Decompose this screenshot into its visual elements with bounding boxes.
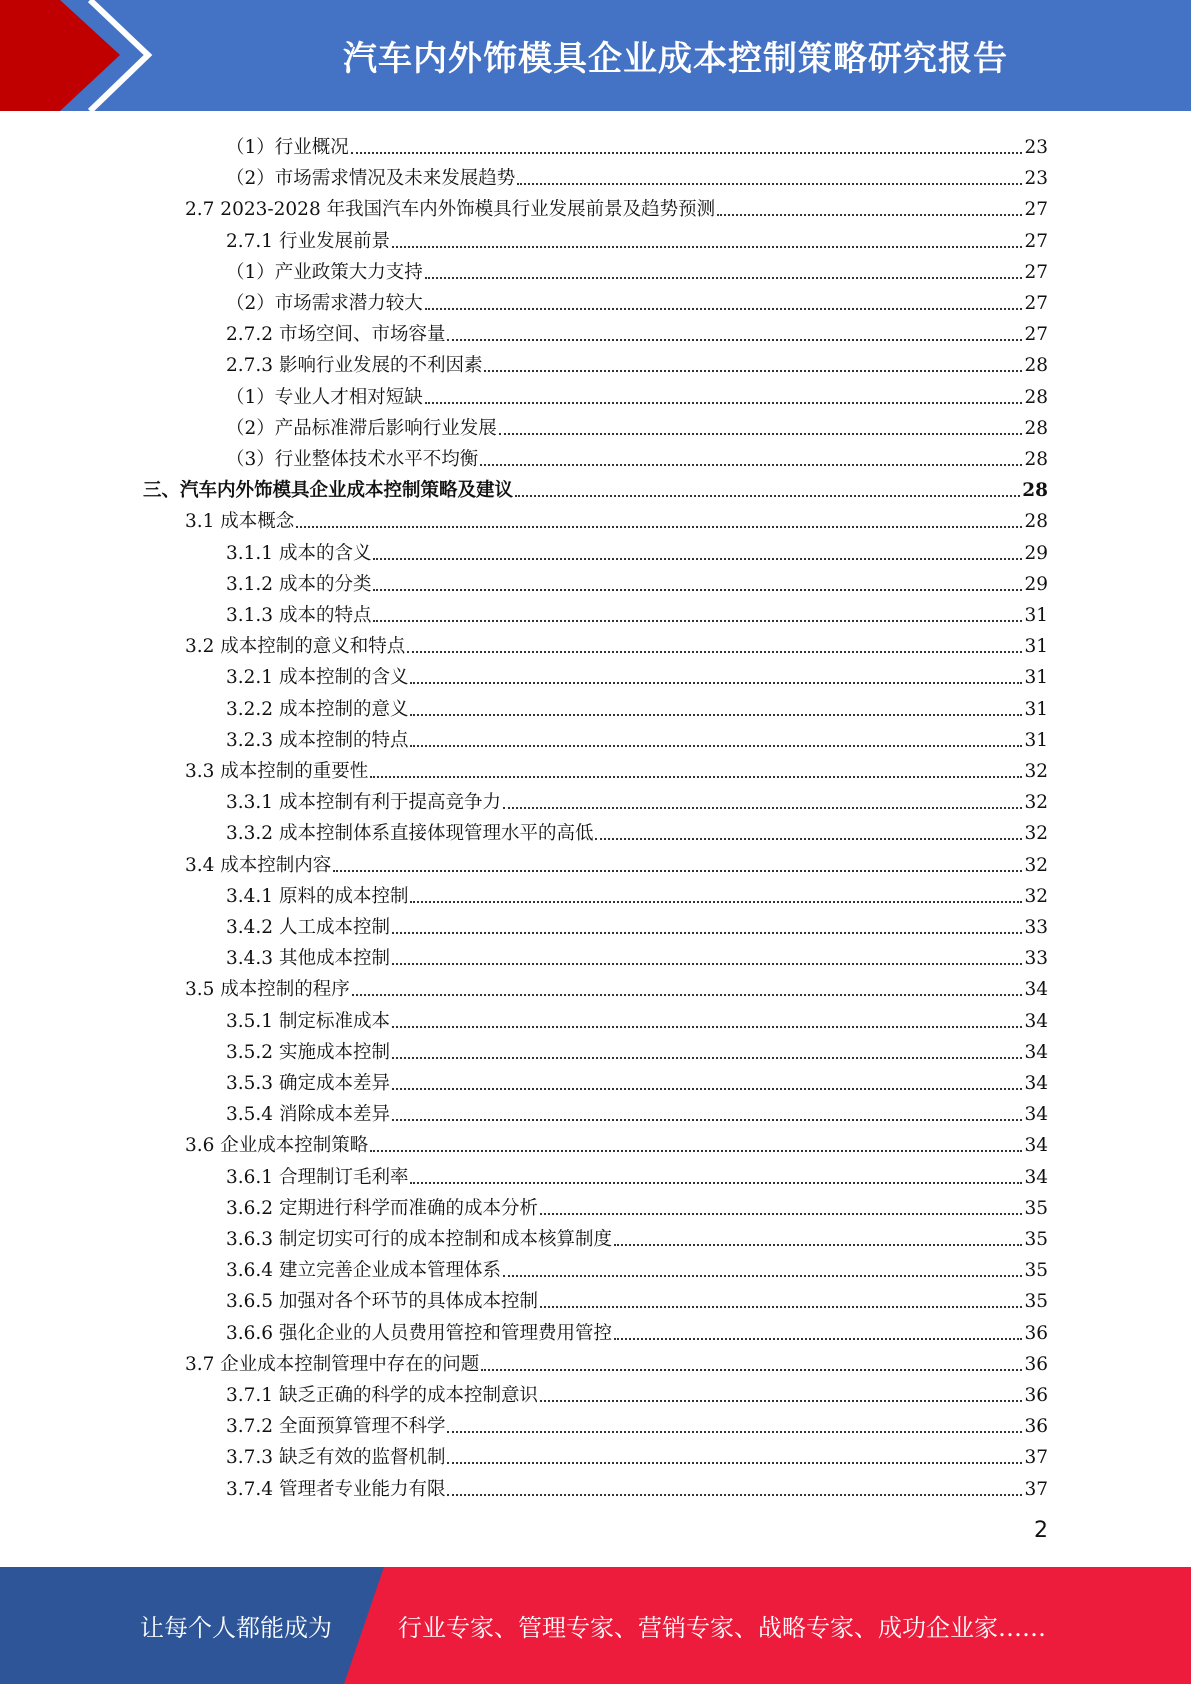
- page-footer: [0, 1567, 1191, 1684]
- toc-dot-leader: [333, 870, 1022, 872]
- toc-entry[interactable]: [226, 440, 1048, 471]
- toc-dot-leader: [392, 1026, 1022, 1028]
- page-number: 2: [1034, 1518, 1048, 1543]
- toc-dot-leader: [517, 183, 1022, 185]
- toc-dot-leader: [373, 558, 1022, 560]
- toc-entry[interactable]: [226, 1033, 1048, 1064]
- toc-entry[interactable]: [226, 222, 1048, 253]
- toc-entry-page: 34: [1024, 1166, 1048, 1188]
- toc-entry-label: 3.7.1 缺乏正确的科学的成本控制意识: [226, 1385, 538, 1406]
- toc-entry-page: 34: [1024, 1104, 1048, 1126]
- toc-dot-leader: [410, 745, 1022, 747]
- toc-entry[interactable]: [226, 877, 1048, 908]
- toc-entry[interactable]: [226, 128, 1048, 159]
- toc-entry[interactable]: [226, 1095, 1048, 1126]
- toc-entry[interactable]: [185, 502, 1048, 533]
- toc-entry[interactable]: [185, 752, 1048, 783]
- toc-entry-page: 28: [1024, 355, 1048, 377]
- toc-entry-page: 28: [1024, 449, 1048, 470]
- toc-entry-page: 23: [1024, 137, 1048, 158]
- toc-entry-label: 3.4 成本控制内容: [185, 854, 332, 876]
- toc-dot-leader: [410, 901, 1022, 903]
- toc-entry[interactable]: [185, 1126, 1048, 1157]
- toc-entry-page: 23: [1024, 168, 1048, 190]
- toc-entry-page: 31: [1024, 698, 1048, 720]
- toc-dot-leader: [540, 1306, 1022, 1308]
- toc-entry[interactable]: [226, 1470, 1048, 1501]
- toc-entry[interactable]: [226, 596, 1048, 627]
- toc-entry-page: 35: [1024, 1229, 1048, 1250]
- toc-entry[interactable]: [226, 1314, 1048, 1345]
- toc-entry-page: 29: [1024, 573, 1048, 595]
- toc-dot-leader: [447, 1431, 1022, 1433]
- toc-entry-label: 3.1.2 成本的分类: [226, 573, 372, 595]
- toc-entry[interactable]: [226, 346, 1048, 377]
- toc-entry-label: 3.6.1 合理制订毛利率: [226, 1166, 409, 1188]
- toc-dot-leader: [425, 402, 1023, 404]
- toc-entry-label: 2.7.3 影响行业发展的不利因素: [226, 355, 483, 377]
- toc-dot-leader: [352, 994, 1023, 996]
- toc-dot-leader: [717, 214, 1022, 216]
- toc-entry-label: 3.2.2 成本控制的意义: [226, 698, 409, 720]
- toc-entry-label: 3.1.3 成本的特点: [226, 605, 372, 626]
- toc-dot-leader: [540, 1213, 1022, 1215]
- toc-entry-page: 32: [1024, 792, 1048, 814]
- toc-entry-page: 36: [1024, 1322, 1048, 1344]
- toc-entry-label: 3.7.4 管理者专业能力有限: [226, 1478, 446, 1500]
- toc-entry-label: 3.4.1 原料的成本控制: [226, 885, 409, 907]
- toc-entry[interactable]: [226, 378, 1048, 409]
- toc-dot-leader: [373, 620, 1022, 622]
- toc-entry[interactable]: [226, 159, 1048, 190]
- toc-entry-page: 28: [1024, 417, 1048, 439]
- toc-entry[interactable]: [226, 1251, 1048, 1282]
- toc-entry-label: 3.2 成本控制的意义和特点: [185, 636, 406, 658]
- toc-entry[interactable]: [226, 908, 1048, 939]
- toc-entry-label: 3.3 成本控制的重要性: [185, 761, 369, 782]
- toc-entry-page: 34: [1024, 1073, 1048, 1094]
- toc-dot-leader: [425, 308, 1023, 310]
- toc-entry-page: 28: [1024, 511, 1048, 533]
- toc-entry-page: 31: [1024, 729, 1048, 751]
- toc-dot-leader: [503, 807, 1022, 809]
- toc-entry-page: 34: [1024, 1041, 1048, 1063]
- toc-dot-leader: [392, 1057, 1022, 1059]
- toc-entry-page: 31: [1024, 605, 1048, 626]
- toc-entry-label: （1）专业人才相对短缺: [226, 386, 423, 408]
- toc-dot-leader: [425, 277, 1023, 279]
- toc-entry-label: 3.4.2 人工成本控制: [226, 917, 390, 938]
- toc-entry-label: 3.5.2 实施成本控制: [226, 1041, 390, 1063]
- toc-entry-label: 3.2.3 成本控制的特点: [226, 729, 409, 751]
- toc-dot-leader: [392, 1119, 1022, 1121]
- toc-entry-label: 3.1.1 成本的含义: [226, 542, 372, 564]
- toc-dot-leader: [296, 526, 1022, 528]
- toc-entry-label: 三、汽车内外饰模具企业成本控制策略及建议: [143, 480, 514, 502]
- toc-dot-leader: [392, 246, 1022, 248]
- toc-entry-label: 3.2.1 成本控制的含义: [226, 667, 409, 689]
- toc-dot-leader: [515, 495, 1020, 497]
- toc-entry-page: 29: [1024, 542, 1048, 564]
- toc-entry-page: 28: [1024, 386, 1048, 408]
- toc-dot-leader: [614, 1244, 1022, 1246]
- toc-entry[interactable]: [226, 1002, 1048, 1033]
- toc-entry[interactable]: [226, 253, 1048, 284]
- toc-entry-label: 3.7.2 全面预算管理不科学: [226, 1416, 446, 1438]
- toc-entry[interactable]: [226, 814, 1048, 845]
- toc-dot-leader: [370, 776, 1022, 778]
- page-header: [0, 0, 1191, 111]
- toc-entry[interactable]: [226, 690, 1048, 721]
- toc-entry-page: 32: [1024, 885, 1048, 907]
- toc-entry-page: 27: [1024, 230, 1048, 252]
- toc-entry-page: 36: [1024, 1416, 1048, 1438]
- toc-dot-leader: [392, 932, 1022, 934]
- toc-entry-label: （3）行业整体技术水平不均衡: [226, 449, 479, 470]
- toc-entry-page: 27: [1024, 293, 1048, 314]
- toc-entry[interactable]: [226, 721, 1048, 752]
- toc-entry-label: （1）行业概况: [226, 137, 349, 158]
- toc-entry[interactable]: [226, 284, 1048, 315]
- toc-entry[interactable]: [226, 1158, 1048, 1189]
- toc-entry-page: 31: [1024, 636, 1048, 658]
- toc-entry-label: 3.6.5 加强对各个环节的具体成本控制: [226, 1291, 538, 1313]
- toc-entry-page: 28: [1022, 480, 1048, 502]
- toc-dot-leader: [410, 682, 1022, 684]
- toc-entry-label: 3.7 企业成本控制管理中存在的问题: [185, 1353, 480, 1375]
- toc-entry[interactable]: [226, 1376, 1048, 1407]
- toc-dot-leader: [447, 1494, 1022, 1496]
- toc-dot-leader: [447, 1462, 1022, 1464]
- toc-entry[interactable]: [226, 409, 1048, 440]
- toc-entry-label: 3.6.2 定期进行科学而准确的成本分析: [226, 1197, 538, 1219]
- toc-entry-page: 32: [1024, 761, 1048, 782]
- toc-entry-label: 3.4.3 其他成本控制: [226, 948, 390, 970]
- toc-entry[interactable]: [226, 1189, 1048, 1220]
- toc-entry-label: 3.3.2 成本控制体系直接体现管理水平的高低: [226, 823, 594, 845]
- toc-entry[interactable]: [226, 783, 1048, 814]
- toc-entry-page: 35: [1024, 1260, 1048, 1282]
- toc-entry-page: 27: [1024, 261, 1048, 283]
- toc-entry-page: 35: [1024, 1197, 1048, 1219]
- toc-entry-page: 32: [1024, 823, 1048, 845]
- toc-dot-leader: [410, 1182, 1022, 1184]
- toc-entry-label: 3.3.1 成本控制有利于提高竞争力: [226, 792, 501, 814]
- toc-entry-page: 32: [1024, 854, 1048, 876]
- report-title: 汽车内外饰模具企业成本控制策略研究报告: [343, 39, 1008, 79]
- toc-dot-leader: [410, 714, 1022, 716]
- toc-dot-leader: [484, 370, 1022, 372]
- toc-entry[interactable]: [185, 970, 1048, 1001]
- toc-entry[interactable]: [226, 658, 1048, 689]
- toc-entry-page: 36: [1024, 1353, 1048, 1375]
- toc-dot-leader: [392, 963, 1022, 965]
- toc-entry[interactable]: [226, 1407, 1048, 1438]
- toc-entry-page: 33: [1024, 917, 1048, 938]
- footer-slogan-left: 让每个人都能成为: [140, 1614, 332, 1642]
- toc-entry-page: 34: [1024, 1010, 1048, 1032]
- toc-entry[interactable]: [226, 315, 1048, 346]
- toc-dot-leader: [481, 1369, 1022, 1371]
- toc-dot-leader: [540, 1400, 1022, 1402]
- toc-entry[interactable]: [185, 846, 1048, 877]
- toc-entry-page: 37: [1024, 1447, 1048, 1469]
- toc-entry-page: 35: [1024, 1291, 1048, 1313]
- toc-dot-leader: [407, 651, 1022, 653]
- footer-slogan-right: 行业专家、管理专家、营销专家、战略专家、成功企业家……: [398, 1614, 1046, 1642]
- toc-entry[interactable]: [226, 534, 1048, 565]
- toc-dot-leader: [480, 464, 1022, 466]
- toc-dot-leader: [499, 433, 1023, 435]
- toc-entry[interactable]: [185, 190, 1048, 221]
- toc-dot-leader: [447, 339, 1022, 341]
- toc-entry-page: 36: [1024, 1385, 1048, 1406]
- toc-entry-page: 27: [1024, 199, 1048, 221]
- toc-entry-label: 2.7 2023-2028 年我国汽车内外饰模具行业发展前景及趋势预测: [185, 199, 716, 221]
- toc-entry[interactable]: [226, 1438, 1048, 1469]
- toc-entry-page: 27: [1024, 324, 1048, 346]
- toc-entry-page: 34: [1024, 1135, 1048, 1157]
- toc-entry-label: 3.6.3 制定切实可行的成本控制和成本核算制度: [226, 1229, 612, 1250]
- toc-entry-label: 2.7.1 行业发展前景: [226, 230, 390, 252]
- toc-entry-page: 37: [1024, 1478, 1048, 1500]
- toc-entry-label: 3.5.3 确定成本差异: [226, 1073, 390, 1094]
- toc-dot-leader: [351, 152, 1023, 154]
- toc-entry-label: （2）市场需求潜力较大: [226, 293, 423, 314]
- toc-entry[interactable]: [185, 627, 1048, 658]
- toc-dot-leader: [595, 838, 1022, 840]
- toc-entry-label: 2.7.2 市场空间、市场容量: [226, 324, 446, 346]
- toc-entry[interactable]: [226, 1220, 1048, 1251]
- toc-entry-page: 31: [1024, 667, 1048, 689]
- toc-entry[interactable]: [226, 1064, 1048, 1095]
- toc-entry-label: 3.7.3 缺乏有效的监督机制: [226, 1447, 446, 1469]
- toc-entry[interactable]: [226, 1282, 1048, 1313]
- toc-dot-leader: [370, 1150, 1022, 1152]
- toc-entry[interactable]: [185, 1345, 1048, 1376]
- toc-dot-leader: [392, 1088, 1022, 1090]
- toc-entry-label: （2）产品标准滞后影响行业发展: [226, 417, 497, 439]
- toc-entry-label: 3.5 成本控制的程序: [185, 979, 350, 1001]
- toc-entry-label: （1）产业政策大力支持: [226, 261, 423, 283]
- toc-entry-label: 3.6 企业成本控制策略: [185, 1135, 369, 1157]
- toc-dot-leader: [614, 1338, 1022, 1340]
- toc-entry-label: 3.1 成本概念: [185, 511, 295, 533]
- toc-entry-label: 3.5.1 制定标准成本: [226, 1010, 390, 1032]
- toc-dot-leader: [503, 1275, 1022, 1277]
- toc-entry-page: 34: [1024, 979, 1048, 1001]
- toc-entry-label: 3.5.4 消除成本差异: [226, 1104, 390, 1126]
- toc-entry[interactable]: [226, 565, 1048, 596]
- toc-entry[interactable]: [226, 939, 1048, 970]
- toc-entry[interactable]: [143, 471, 1048, 502]
- toc-entry-label: （2）市场需求情况及未来发展趋势: [226, 168, 516, 190]
- toc-entry-page: 33: [1024, 948, 1048, 970]
- toc-entry-label: 3.6.6 强化企业的人员费用管控和管理费用管控: [226, 1322, 612, 1344]
- toc-dot-leader: [373, 589, 1022, 591]
- toc-entry-label: 3.6.4 建立完善企业成本管理体系: [226, 1260, 501, 1282]
